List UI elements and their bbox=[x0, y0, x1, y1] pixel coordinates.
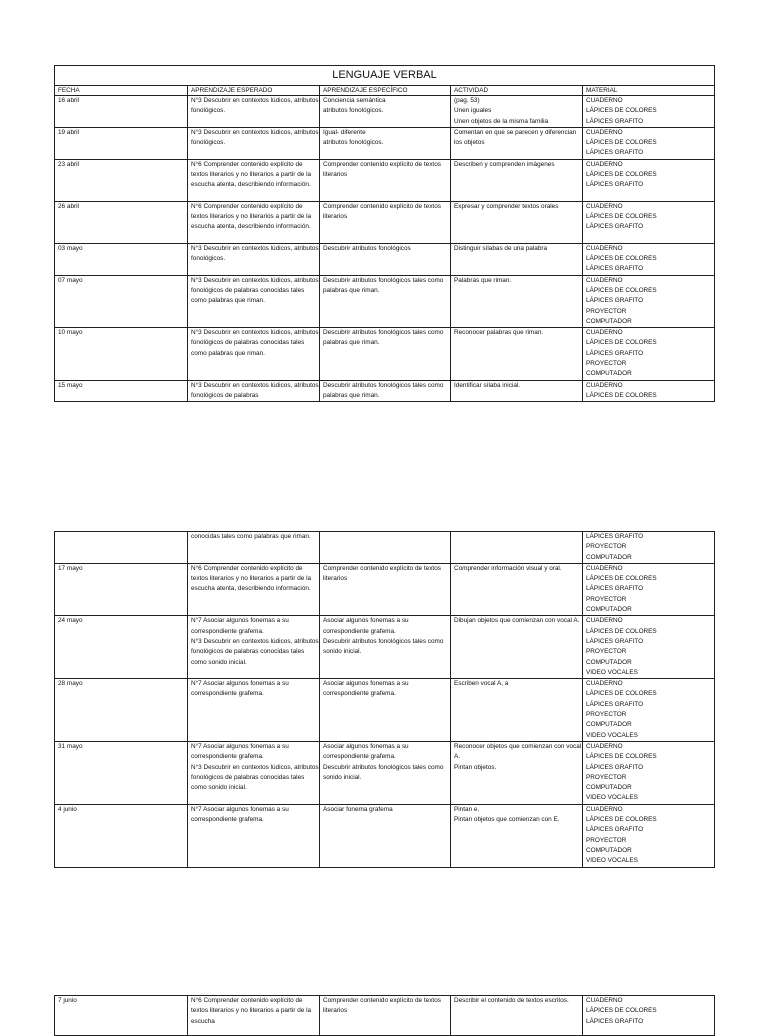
material-item: CUADERNO bbox=[586, 97, 623, 104]
material-item: LÁPICES GRAFITO bbox=[586, 585, 644, 593]
cell-aprendizaje-esperado-text: N°6 Comprender contenido explícito de textos literarios y no literarios a partir de la escucha atenta, describiendo información. bbox=[191, 564, 312, 593]
cell-aprendizaje-esperado bbox=[188, 380, 320, 402]
cell-actividad bbox=[451, 243, 583, 275]
cell-aprendizaje-esperado-text: N°6 Comprender contenido explícito de textos literarios y no literarios a partir de la escucha atenta, describiendo información. bbox=[191, 160, 312, 189]
material-item: COMPUTADOR bbox=[586, 606, 632, 614]
cell-actividad bbox=[451, 127, 583, 159]
material-item: LÁPICES DE COLORES bbox=[586, 139, 657, 147]
material-item: LÁPICES DE COLORES bbox=[586, 1007, 657, 1015]
cell-aprendizaje-especifico-text: Igual- diferente bbox=[323, 128, 366, 136]
table-title: LENGUAJE VERBAL bbox=[55, 66, 715, 86]
material-item: CUADERNO bbox=[586, 742, 623, 750]
cell-actividad bbox=[451, 563, 583, 615]
cell-aprendizaje-esperado-text: N°3 Descubrir en contextos lúdicos, atributos fonológicos de palabras conocidas tales como sonido inicial. bbox=[191, 763, 319, 792]
header-aprendizaje-esperado: APRENDIZAJE ESPERADO bbox=[188, 86, 320, 96]
material-item: COMPUTADOR bbox=[586, 846, 632, 854]
cell-aprendizaje-especifico-text: Descubrir atributos fonológicos bbox=[323, 244, 411, 252]
cell-fecha-text: 03 mayo bbox=[58, 244, 83, 252]
cell-aprendizaje-esperado bbox=[188, 563, 320, 615]
cell-actividad bbox=[451, 96, 583, 128]
table-row bbox=[55, 563, 715, 615]
cell-actividad bbox=[451, 741, 583, 804]
header-actividad: ACTIVIDAD bbox=[451, 86, 583, 96]
cell-aprendizaje-especifico bbox=[320, 201, 451, 243]
material-item: LÁPICES GRAFITO bbox=[586, 700, 644, 708]
material-item: PROYECTOR bbox=[586, 836, 627, 844]
cell-fecha-text: 15 mayo bbox=[58, 381, 83, 389]
cell-actividad bbox=[451, 679, 583, 742]
cell-fecha-text: 16 abril bbox=[58, 97, 79, 104]
material-item: CUADERNO bbox=[586, 564, 623, 572]
cell-aprendizaje-esperado bbox=[188, 741, 320, 804]
cell-actividad-text: Pintan objetos. bbox=[454, 763, 497, 771]
table-row bbox=[55, 201, 715, 243]
table-row bbox=[55, 679, 715, 742]
table-row bbox=[55, 96, 715, 128]
cell-aprendizaje-especifico bbox=[320, 127, 451, 159]
table-row bbox=[55, 741, 715, 804]
cell-aprendizaje-esperado bbox=[188, 996, 320, 1036]
cell-aprendizaje-esperado-text: N°3 Descubrir en contextos lúdicos, atributos fonológicos. bbox=[191, 128, 319, 147]
material-item: COMPUTADOR bbox=[586, 317, 632, 325]
material-item: LÁPICES DE COLORES bbox=[586, 627, 657, 635]
cell-aprendizaje-especifico-text: Asociar algunos fonemas a su correspondiente grafema. bbox=[323, 742, 409, 761]
cell-aprendizaje-esperado-text: N°7 Asociar algunos fonemas a su correspondiente grafema. bbox=[191, 680, 289, 698]
material-item: LÁPICES GRAFITO bbox=[586, 533, 644, 540]
material-item: LÁPICES GRAFITO bbox=[586, 637, 644, 645]
cell-actividad-text: Reconocer palabras que riman. bbox=[454, 329, 544, 337]
cell-material bbox=[583, 804, 715, 867]
cell-aprendizaje-esperado bbox=[188, 96, 320, 128]
cell-aprendizaje-esperado-text: conocidas tales como palabras que riman. bbox=[191, 533, 311, 540]
cell-aprendizaje-especifico bbox=[320, 275, 451, 327]
cell-aprendizaje-especifico bbox=[320, 243, 451, 275]
material-item: LÁPICES GRAFITO bbox=[586, 223, 644, 231]
cell-aprendizaje-esperado-text: N°7 Asociar algunos fonemas a su correspondiente grafema. bbox=[191, 805, 289, 824]
cell-aprendizaje-especifico bbox=[320, 996, 451, 1036]
cell-fecha bbox=[55, 243, 188, 275]
material-item: PROYECTOR bbox=[586, 711, 627, 719]
cell-actividad-text: Reconocer objetos que comienzan con vocal A. bbox=[454, 742, 582, 761]
cell-aprendizaje-esperado bbox=[188, 679, 320, 742]
material-item: CUADERNO bbox=[586, 805, 623, 813]
cell-aprendizaje-especifico-text: Comprender contenido explícito de textos literarios bbox=[323, 564, 441, 583]
material-item: LÁPICES DE COLORES bbox=[586, 391, 657, 399]
material-item: LÁPICES GRAFITO bbox=[586, 149, 644, 157]
cell-material bbox=[583, 679, 715, 742]
cell-material bbox=[583, 243, 715, 275]
cell-aprendizaje-especifico-text: Asociar fonema grafema bbox=[323, 805, 393, 813]
material-item: LÁPICES GRAFITO bbox=[586, 297, 644, 305]
cell-aprendizaje-esperado-text: N°6 Comprender contenido explícito de textos literarios y no literarios a partir de la escucha bbox=[191, 997, 312, 1025]
cell-aprendizaje-esperado-text: N°3 Descubrir en contextos lúdicos, atributos fonológicos de palabras bbox=[191, 381, 319, 399]
cell-actividad-text: Pintan objetos que comienzan con E. bbox=[454, 816, 560, 824]
cell-aprendizaje-esperado bbox=[188, 201, 320, 243]
header-row bbox=[55, 86, 715, 96]
material-item: PROYECTOR bbox=[586, 773, 627, 781]
cell-aprendizaje-especifico-text: Comprender contenido explícito de textos literarios bbox=[323, 997, 441, 1015]
material-item: VIDEO VOCALES bbox=[586, 731, 638, 739]
material-item: LÁPICES GRAFITO bbox=[586, 265, 644, 273]
cell-actividad-text: Dibujan objetos que comienzan con vocal A. bbox=[454, 617, 580, 625]
planning-table-page-2 bbox=[54, 531, 715, 868]
material-item: COMPUTADOR bbox=[586, 784, 632, 792]
material-item: CUADERNO bbox=[586, 244, 623, 252]
cell-aprendizaje-especifico bbox=[320, 616, 451, 679]
cell-aprendizaje-especifico bbox=[320, 96, 451, 128]
cell-fecha bbox=[55, 275, 188, 327]
material-item: COMPUTADOR bbox=[586, 721, 632, 729]
material-item: LÁPICES DE COLORES bbox=[586, 816, 657, 824]
cell-actividad-text: Unen iguales bbox=[454, 107, 492, 115]
cell-actividad bbox=[451, 159, 583, 201]
table-row bbox=[55, 275, 715, 327]
cell-aprendizaje-especifico-text: Descubrir atributos fonológicos tales como sonido inicial. bbox=[323, 637, 444, 656]
cell-actividad-text: Describir el contenido de textos escritos. bbox=[454, 997, 569, 1004]
cell-aprendizaje-especifico-text: Descubrir atributos fonológicos tales como sonido inicial. bbox=[323, 763, 444, 781]
cell-actividad-text: Escriben vocal A, a bbox=[454, 680, 509, 688]
cell-aprendizaje-esperado-text: N°3 Descubrir en contextos lúdicos, atributos fonológicos de palabras conocidas tales como palabras que riman. bbox=[191, 329, 319, 357]
cell-actividad bbox=[451, 616, 583, 679]
material-item: CUADERNO bbox=[586, 329, 623, 337]
cell-aprendizaje-especifico bbox=[320, 679, 451, 742]
material-item: VIDEO VOCALES bbox=[586, 857, 638, 865]
cell-aprendizaje-esperado bbox=[188, 532, 320, 564]
header-fecha: FECHA bbox=[55, 86, 188, 96]
cell-actividad bbox=[451, 532, 583, 564]
cell-fecha bbox=[55, 328, 188, 380]
cell-actividad-text: Expresar y comprender textos orales bbox=[454, 202, 559, 210]
cell-aprendizaje-esperado bbox=[188, 804, 320, 867]
cell-material bbox=[583, 380, 715, 402]
cell-actividad bbox=[451, 804, 583, 867]
cell-fecha-text: 7 junio bbox=[58, 997, 77, 1004]
cell-aprendizaje-esperado bbox=[188, 159, 320, 201]
material-item: PROYECTOR bbox=[586, 307, 627, 315]
material-item: PROYECTOR bbox=[586, 595, 627, 603]
table-row bbox=[55, 159, 715, 201]
cell-fecha bbox=[55, 532, 188, 564]
cell-material bbox=[583, 275, 715, 327]
cell-aprendizaje-especifico bbox=[320, 532, 451, 564]
cell-actividad-text: Identificar sílaba inicial. bbox=[454, 381, 521, 389]
cell-aprendizaje-especifico-text: Asociar algunos fonemas a su correspondiente grafema. bbox=[323, 680, 409, 698]
cell-actividad-text: (pag. 53) bbox=[454, 97, 480, 104]
cell-actividad bbox=[451, 328, 583, 380]
cell-material bbox=[583, 532, 715, 564]
cell-material bbox=[583, 96, 715, 128]
cell-aprendizaje-especifico-text: Descubrir atributos fonológicos tales como palabras que riman. bbox=[323, 276, 444, 294]
cell-aprendizaje-esperado-text: N°7 Asociar algunos fonemas a su correspondiente grafema. bbox=[191, 742, 289, 761]
cell-aprendizaje-esperado-text: N°7 Asociar algunos fonemas a su correspondiente grafema. bbox=[191, 617, 289, 635]
cell-material bbox=[583, 563, 715, 615]
cell-fecha bbox=[55, 380, 188, 402]
planning-table-page-3 bbox=[54, 995, 715, 1036]
table-row bbox=[55, 127, 715, 159]
cell-aprendizaje-especifico-text: atributos fonológicos. bbox=[323, 107, 384, 115]
material-item: LÁPICES DE COLORES bbox=[586, 575, 657, 583]
cell-aprendizaje-esperado bbox=[188, 275, 320, 327]
cell-fecha-text: 4 junio bbox=[58, 805, 77, 813]
header-material: MATERIAL bbox=[583, 86, 715, 96]
cell-actividad-text: Describen y comprenden imágenes bbox=[454, 160, 555, 168]
cell-actividad-text: Palabras que riman. bbox=[454, 276, 512, 284]
cell-aprendizaje-esperado bbox=[188, 616, 320, 679]
cell-aprendizaje-especifico-text: Comprender contenido explícito de textos literarios bbox=[323, 160, 441, 179]
cell-aprendizaje-especifico-text: atributos fonológicos. bbox=[323, 139, 384, 147]
cell-aprendizaje-esperado bbox=[188, 127, 320, 159]
cell-actividad bbox=[451, 996, 583, 1036]
table-row bbox=[55, 328, 715, 380]
cell-actividad-text: Unen objetos de la misma familia bbox=[454, 117, 549, 125]
cell-aprendizaje-esperado bbox=[188, 328, 320, 380]
cell-aprendizaje-especifico bbox=[320, 328, 451, 380]
cell-fecha bbox=[55, 996, 188, 1036]
material-item: LÁPICES DE COLORES bbox=[586, 107, 657, 115]
material-item: LÁPICES GRAFITO bbox=[586, 349, 644, 357]
cell-actividad-text: Comprender información visual y oral. bbox=[454, 564, 562, 572]
cell-material bbox=[583, 201, 715, 243]
material-item: PROYECTOR bbox=[586, 543, 627, 551]
material-item: LÁPICES GRAFITO bbox=[586, 763, 644, 771]
cell-aprendizaje-esperado-text: N°3 Descubrir en contextos lúdicos, atributos fonológicos. bbox=[191, 97, 319, 115]
material-item: CUADERNO bbox=[586, 276, 623, 284]
cell-aprendizaje-especifico bbox=[320, 804, 451, 867]
cell-actividad bbox=[451, 275, 583, 327]
cell-fecha bbox=[55, 159, 188, 201]
cell-actividad bbox=[451, 380, 583, 402]
material-item: COMPUTADOR bbox=[586, 553, 632, 561]
cell-material bbox=[583, 741, 715, 804]
cell-aprendizaje-esperado-text: N°6 Comprender contenido explícito de textos literarios y no literarios a partir de la escucha atenta, describiendo información. bbox=[191, 202, 312, 231]
material-item: VIDEO VOCALES bbox=[586, 794, 638, 802]
cell-aprendizaje-esperado-text: N°3 Descubrir en contextos lúdicos, atributos fonológicos de palabras conocidas tales como palabras que riman. bbox=[191, 276, 319, 305]
table-row bbox=[55, 532, 715, 564]
material-item: CUADERNO bbox=[586, 202, 623, 210]
cell-fecha-text: 19 abril bbox=[58, 128, 79, 136]
table-row bbox=[55, 804, 715, 867]
cell-actividad-text: Distinguir sílabas de una palabra bbox=[454, 244, 548, 252]
material-item: LÁPICES GRAFITO bbox=[586, 1017, 644, 1025]
cell-material bbox=[583, 127, 715, 159]
material-item: LÁPICES DE COLORES bbox=[586, 213, 657, 221]
cell-fecha bbox=[55, 679, 188, 742]
table-row bbox=[55, 243, 715, 275]
material-item: LÁPICES DE COLORES bbox=[586, 286, 657, 294]
cell-fecha bbox=[55, 127, 188, 159]
cell-aprendizaje-esperado-text: N°3 Descubrir en contextos lúdicos, atributos fonológicos. bbox=[191, 244, 319, 263]
cell-fecha-text: 17 mayo bbox=[58, 564, 83, 572]
cell-fecha bbox=[55, 804, 188, 867]
material-item: CUADERNO bbox=[586, 617, 623, 625]
cell-fecha bbox=[55, 616, 188, 679]
table-row bbox=[55, 616, 715, 679]
material-item: PROYECTOR bbox=[586, 360, 627, 368]
cell-fecha-text: 07 mayo bbox=[58, 276, 83, 284]
cell-aprendizaje-especifico-text: Asociar algunos fonemas a su correspondiente grafema. bbox=[323, 617, 409, 635]
material-item: LÁPICES DE COLORES bbox=[586, 339, 657, 347]
cell-aprendizaje-especifico-text: Conciencia semántica bbox=[323, 97, 386, 104]
material-item: LÁPICES GRAFITO bbox=[586, 117, 644, 125]
cell-actividad-text: Pintan e. bbox=[454, 805, 480, 813]
header-aprendizaje-especifico: APRENDIZAJE ESPECÍFICO bbox=[320, 86, 451, 96]
cell-aprendizaje-esperado bbox=[188, 243, 320, 275]
material-item: LÁPICES DE COLORES bbox=[586, 753, 657, 761]
material-item: PROYECTOR bbox=[586, 648, 627, 656]
material-item: VIDEO VOCALES bbox=[586, 668, 638, 676]
cell-material bbox=[583, 996, 715, 1036]
cell-fecha-text: 23 abril bbox=[58, 160, 79, 168]
cell-aprendizaje-especifico bbox=[320, 159, 451, 201]
material-item: COMPUTADOR bbox=[586, 370, 632, 378]
material-item: CUADERNO bbox=[586, 381, 623, 389]
cell-aprendizaje-especifico-text: Descubrir atributos fonológicos tales como palabras que riman. bbox=[323, 329, 444, 347]
cell-aprendizaje-especifico bbox=[320, 563, 451, 615]
table-row bbox=[55, 996, 715, 1036]
material-item: LÁPICES GRAFITO bbox=[586, 181, 644, 189]
material-item: CUADERNO bbox=[586, 680, 623, 688]
cell-fecha-text: 26 abril bbox=[58, 202, 79, 210]
material-item: CUADERNO bbox=[586, 128, 623, 136]
cell-material bbox=[583, 328, 715, 380]
planning-table-page-1 bbox=[54, 65, 715, 402]
cell-actividad bbox=[451, 201, 583, 243]
material-item: CUADERNO bbox=[586, 160, 623, 168]
cell-fecha bbox=[55, 96, 188, 128]
cell-aprendizaje-especifico-text: Descubrir atributos fonológicos tales como palabras que riman. bbox=[323, 381, 444, 399]
cell-actividad-text: Comentan en que se parecen y diferencian los objetos bbox=[454, 128, 577, 147]
cell-aprendizaje-especifico bbox=[320, 380, 451, 402]
material-item: LÁPICES DE COLORES bbox=[586, 255, 657, 263]
cell-material bbox=[583, 159, 715, 201]
material-item: LÁPICES DE COLORES bbox=[586, 690, 657, 698]
cell-aprendizaje-especifico-text: Comprender contenido explícito de textos literarios bbox=[323, 202, 441, 221]
material-item: LÁPICES GRAFITO bbox=[586, 826, 644, 834]
material-item: CUADERNO bbox=[586, 997, 623, 1004]
cell-aprendizaje-esperado-text: N°3 Descubrir en contextos lúdicos, atributos fonológicos de palabras conocidas tales como sonido inicial. bbox=[191, 637, 319, 666]
cell-fecha bbox=[55, 563, 188, 615]
cell-fecha bbox=[55, 741, 188, 804]
material-item: COMPUTADOR bbox=[586, 658, 632, 666]
cell-material bbox=[583, 616, 715, 679]
cell-fecha-text: 28 mayo bbox=[58, 680, 83, 688]
table-row bbox=[55, 380, 715, 402]
cell-fecha bbox=[55, 201, 188, 243]
material-item: LÁPICES DE COLORES bbox=[586, 171, 657, 179]
cell-fecha-text: 10 mayo bbox=[58, 329, 83, 337]
cell-aprendizaje-especifico bbox=[320, 741, 451, 804]
cell-fecha-text: 31 mayo bbox=[58, 742, 83, 750]
cell-fecha-text: 24 mayo bbox=[58, 617, 83, 625]
